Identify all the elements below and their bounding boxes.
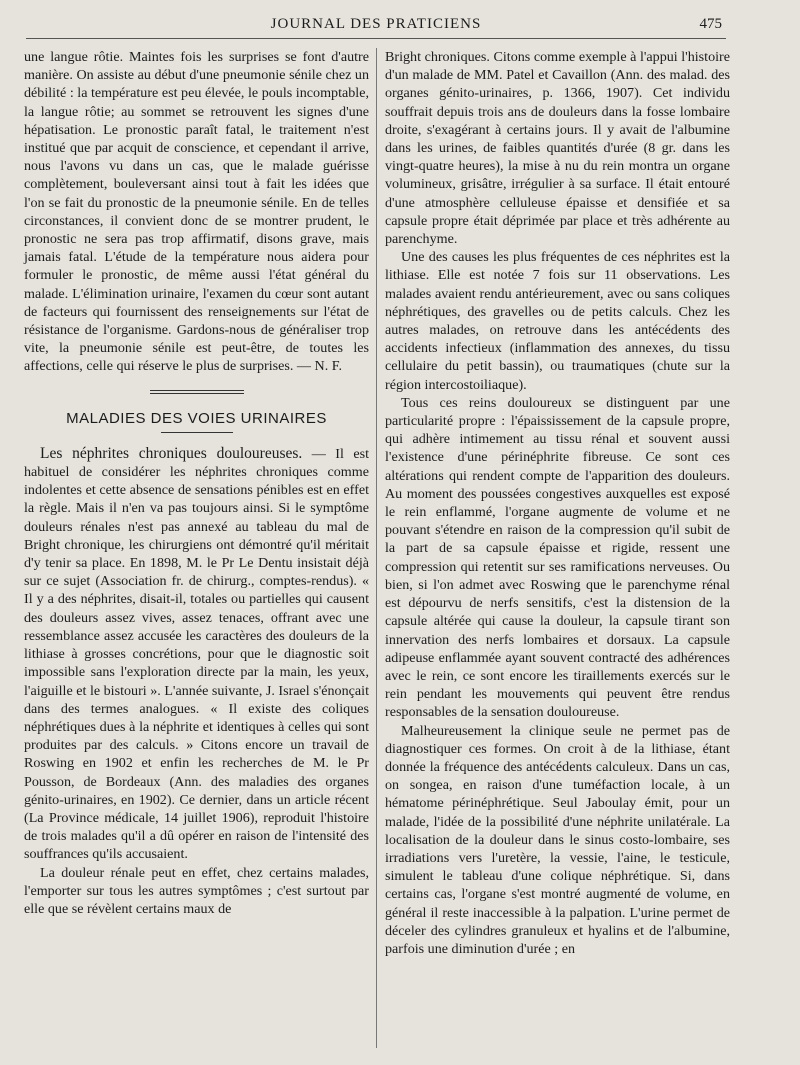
journal-title: JOURNAL DES PRATICIENS: [270, 16, 482, 32]
title-underline: [161, 432, 233, 433]
paragraph-bright: Bright chroniques. Citons comme exemple à l'appui l'histoire d'un malade de MM. Patel et Cavaillon (Ann. des malad. des organes génito-urinaires, p. 1366, 1907). Cet individu souffrait depuis trois ans de douleurs dans la fosse lombaire droite, s'exagérant à certains jours. Il y avait de l'albumine dans les urines, de faibles quantités d'urée (8 gr. dans les vingt-quatre heures), la mise à nu du rein montra un organe volumineux, grisâtre, irrégulier à sa surface. Il était entouré d'une atmosphère celluleuse épaisse et densifiée et sa capsule propre était déprimée par place et très adhérente au parenchyme.: [385, 49, 730, 248]
section-title: MALADIES DES VOIES URINAIRES: [66, 409, 327, 427]
running-header: [26, 14, 726, 39]
paragraph-lithiase: Une des causes les plus fréquentes de ces néphrites est la lithiase. Elle est notée 7 fois sur 11 observations. Les malades avaient rendu antérieurement, avec ou sans coliques néphrétiques, des gravelles ou de petits calculs. Chez les autres malades, on retrouve dans les antécédents des accidents infectieux (inflammation des annexes, du tissu cellulaire du petit bassin), ou traumatiques (chute sur la région intercostoiliaque).: [385, 249, 730, 393]
column-divider: [376, 48, 377, 1048]
paragraph-pneumonie-end: une langue rôtie. Maintes fois les surprises se font d'autre manière. On assiste au début d'une pneumonie sénile chez un débilité : la température est peu élevée, le pouls incomptable, la langue rôtie; au sommet se retrouvent les signes d'une hépatisation. Le pronostic paraît fatal, le traitement n'est institué que par acquit de conscience, et cependant il arrive, nous l'avons vu dans un cas, que le malade guérisse complètement, bouleversant ainsi tout à fait les idées que l'on se fait du pronostic de la pneumonie sénile. En de telles circonstances, il convient donc de se montrer prudent, le pronostic ne sera pas trop affirmatif, disons grave, mais jamais fatal. L'étude de la température nous aidera pour formuler le pronostic, de même aussi l'état général du malade. L'élimination urinaire, l'examen du cœur sont autant de facteurs qui fournissent des renseignements sur l'état de résistance de l'organisme. Gardons-nous de généraliser trop vite, la pneumonie sénile est peut-être, de toutes les affections, celle qui réserve le plus de surprises. — N. F.: [24, 49, 369, 375]
paragraph-capsule: Tous ces reins douloureux se distinguent par une particularité propre : l'épaississement de la capsule propre, qui adhère intimement au tissu rénal et souvent aussi l'existence d'une périnéphrite fibreuse. Ce sont ces altérations qui rendent compte de l'apparition des douleurs. Au moment des poussées congestives auxquelles est exposé le rein enflammé, l'organe augmente de volume et ne pouvant s'étendre en raison de la compression qu'il subit de la part de sa capsule épaisse et rigide, ressent une compression qui retentit sur ses ramifications nerveuses. Ou bien, si l'on admet avec Roswing que le parenchyme rénal est dépourvu de nerfs sensitifs, c'est la distension de la capsule altérée qui cause la douleur, la capsule tirant son innervation des nerfs lombaires et dorsaux. La capsule adipeuse enflammée ayant souvent contracté des adhérences avec le rein, ce sont encore les tiraillements exercés sur le rein pendant les mouvements qui peuvent être rendus responsables de la sensation douloureuse.: [385, 394, 730, 721]
paragraph-nephrites-intro: [24, 445, 369, 864]
section-separator: [150, 390, 244, 394]
right-column: [385, 48, 730, 958]
paragraph-diagnostic: Malheureusement la clinique seule ne permet pas de diagnostiquer ces formes. On croit à de la lithiase, étant donnée la fréquence des antécédents calculeux. Dans un cas, on songea, en raison d'une tuméfaction locale, à un hématome périnéphrétique. Seul Jaboulay émit, pour un malade, l'idée de la possibilité d'une néphrite unilatérale. La localisation de la douleur dans le sinus costo-lombaire, ses irradiations vers l'uretère, la vessie, l'aine, le testicule, simulent le tableau d'une colique néphrétique. Si, dans certains cas, l'organe s'est montré augmenté de volume, en général il reste inaccessible à la palpation. L'urine permet de déceler des cylindres granuleux et hyalins et de l'albumine, parfois une diminution d'urée ; en: [385, 722, 730, 957]
page-number: 475: [699, 16, 722, 32]
paragraph-nephrites-body: — Il est habituel de considérer les néphrites chroniques comme indolentes et cette absence de sensations pénibles est en effet la règle. Mais il n'en va pas toujours ainsi. Si le symptôme douleurs rénales n'est pas annexé au tableau du mal de Bright chronique, les chirurgiens ont démontré qu'il méritait d'y tenir sa place. En 1898, M. le Pr Le Dentu insistait déjà sur ce sujet (Association fr. de chirurg., comptes-rendus). « Il y a des néphrites, disait-il, totales ou partielles qui causent des douleurs assez vives, assez tenaces, offrant avec une ressemblance assez accusée les caractères des douleurs de la lithiase à grosses concrétions, pour que le diagnostic soit impossible sans l'exploration directe par la main, les yeux, l'aiguille et le bistouri ». L'année suivante, J. Israel s'énonçait dans des termes analogues. « Il existe des coliques néphrétiques dues à la néphrite et identiques à celles qui sont produites par des calculs. » Citons encore un travail de Roswing en 1902 et enfin les recherches de M. le Pr Pousson, de Bordeaux (Ann. des maladies des organes génito-urinaires, en 1902). Ce dernier, dans un article récent (La Province médicale, 14 juillet 1906), reproduit l'histoire de trois malades qu'il a dû opérer en raison de l'intensité des souffrances qu'ils accusaient.: [24, 445, 369, 863]
paragraph-douleur-renale: La douleur rénale peut en effet, chez certains malades, l'emporter sur tous les autres symptômes ; c'est surtout par elle que se révèlent certains maux de: [24, 864, 369, 917]
article-title: Les néphrites chroniques douloureuses.: [40, 444, 303, 462]
left-column: [24, 48, 369, 918]
